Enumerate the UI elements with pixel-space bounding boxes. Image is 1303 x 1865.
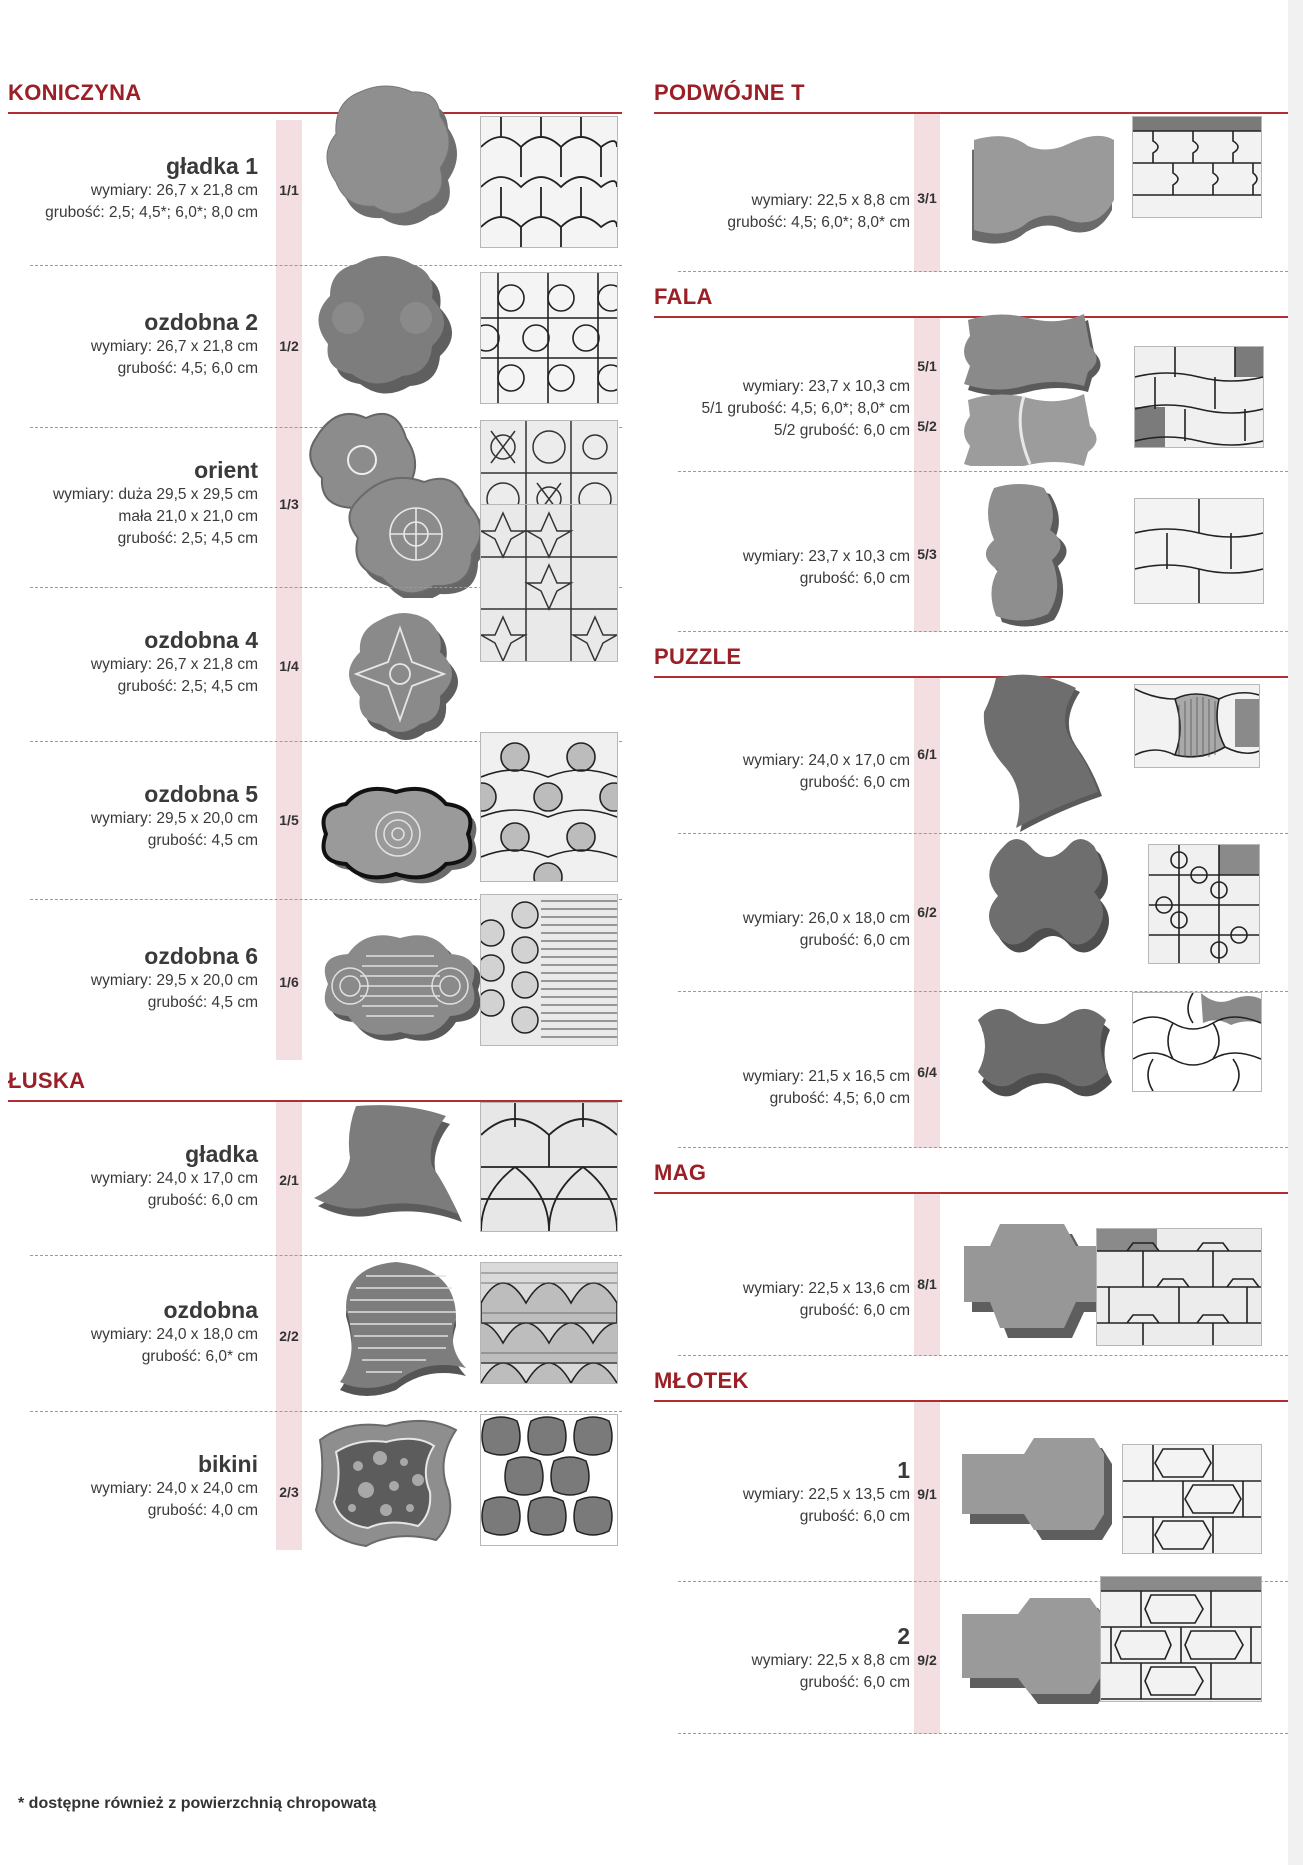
wave-paver-icon: [958, 306, 1118, 466]
product-code: 9/1: [917, 1486, 937, 1502]
product-text: [743, 546, 910, 590]
product-thickness: grubość: 6,0 cm: [799, 1302, 910, 1319]
product-dimensions: wymiary: 26,7 x 21,8 cm: [90, 656, 258, 673]
item-separator: [678, 1146, 1288, 1148]
product-name: ozdobna 5: [144, 781, 258, 807]
product-code: 1/4: [279, 658, 299, 674]
product-code: 1/5: [279, 812, 299, 828]
code-band: [276, 1412, 302, 1550]
product-dimensions: wymiary: 23,7 x 10,3 cm: [742, 548, 910, 565]
product-dimensions: wymiary: 26,0 x 18,0 cm: [742, 910, 910, 927]
product-luska-ozdobna: [0, 1256, 622, 1412]
product-thickness: grubość: 2,5; 4,5*; 6,0*; 8,0 cm: [45, 204, 258, 221]
puzzle-bow-pattern-icon: [1132, 992, 1262, 1092]
product-text: [743, 1456, 910, 1528]
double-t-paver-icon: [968, 130, 1118, 250]
product-text: [91, 780, 258, 852]
product-thickness: grubość: 4,5 cm: [147, 994, 258, 1011]
product-dimensions: wymiary: 24,0 x 24,0 cm: [90, 1480, 258, 1497]
product-thickness: grubość: 4,5 cm: [147, 832, 258, 849]
product-puzzle-6-4: [648, 992, 1288, 1148]
product-code: 9/2: [917, 1652, 937, 1668]
product-dimensions: wymiary: 22,5 x 8,8 cm: [751, 192, 910, 209]
product-code: 2/3: [279, 1484, 299, 1500]
product-thickness: grubość: 6,0* cm: [141, 1348, 258, 1365]
section-title: MAG: [654, 1160, 707, 1185]
item-separator: [678, 270, 1288, 272]
product-thickness: grubość: 4,0 cm: [147, 1502, 258, 1519]
product-thickness: grubość: 6,0 cm: [799, 932, 910, 949]
product-text: [91, 308, 258, 380]
product-code: 1/1: [279, 182, 299, 198]
product-koniczyna-gladka-1: [0, 120, 622, 266]
section-title: PUZZLE: [654, 644, 742, 669]
product-text: [45, 152, 258, 224]
product-name: ozdobna 2: [144, 309, 258, 335]
product-text: [91, 1140, 258, 1212]
product-text: [701, 376, 910, 442]
product-thickness-5-1: 5/1 grubość: 4,5; 6,0*; 8,0* cm: [701, 400, 910, 417]
hammer-2-pattern-icon: [1100, 1576, 1262, 1702]
footnote-rough-surface: * dostępne również z powierzchnią chropowatą: [18, 1795, 377, 1812]
puzzle-clover-pattern-icon: [1148, 844, 1260, 964]
product-text: [743, 750, 910, 794]
product-luska-bikini: [0, 1412, 622, 1550]
product-name: ozdobna 4: [144, 627, 258, 653]
product-name: gładka: [185, 1141, 258, 1167]
product-text: [91, 942, 258, 1014]
product-code: 3/1: [917, 190, 937, 206]
section-title: KONICZYNA: [8, 80, 142, 105]
product-thickness: grubość: 6,0 cm: [799, 774, 910, 791]
product-thickness: grubość: 2,5; 4,5 cm: [117, 530, 258, 547]
scale-pattern-icon: [480, 1102, 618, 1232]
hammer-pattern-icon: [1122, 1444, 1262, 1554]
product-text: [752, 1622, 911, 1694]
clover-decor-paver-icon: [340, 608, 470, 748]
product-name: orient: [194, 457, 258, 483]
wave-pattern-icon: [1134, 346, 1264, 448]
product-thickness: grubość: 6,0 cm: [799, 1508, 910, 1525]
double-t-pattern-icon: [1132, 116, 1262, 218]
scale-paver-icon: [306, 1102, 466, 1232]
clover-oval-paver-icon: [316, 778, 486, 888]
product-mag: [648, 1194, 1288, 1356]
product-code: 6/2: [917, 904, 937, 920]
product-koniczyna-ozdobna-5: [0, 742, 622, 900]
product-code: 1/6: [279, 974, 299, 990]
product-podwojne-t: [648, 114, 1288, 272]
product-text: [727, 190, 910, 234]
product-code: 2/1: [279, 1172, 299, 1188]
product-text: [53, 456, 258, 550]
product-fala-5-3: [648, 472, 1288, 632]
code-band: [914, 1194, 940, 1356]
orient-paver-icon: [306, 398, 496, 598]
product-code-5-2: 5/2: [917, 418, 937, 434]
product-name: ozdobna: [163, 1297, 258, 1323]
mag-pattern-icon: [1096, 1228, 1262, 1346]
product-name: 2: [897, 1623, 910, 1649]
product-thickness: grubość: 4,5; 6,0 cm: [769, 1090, 910, 1107]
product-thickness: grubość: 6,0 cm: [799, 1674, 910, 1691]
wave-vertical-paver-icon: [974, 480, 1084, 630]
product-text: [91, 1296, 258, 1368]
item-separator: [678, 1732, 1288, 1734]
clover-stripe-paver-icon: [316, 922, 486, 1052]
product-thickness-5-2: 5/2 grubość: 6,0 cm: [773, 422, 910, 439]
product-name: bikini: [197, 1451, 258, 1477]
product-size-small: mała 21,0 x 21,0 cm: [118, 508, 258, 525]
product-code: 1/3: [279, 496, 299, 512]
clover-stripe-pattern-icon: [480, 894, 618, 1046]
scan-edge-stripe: [1288, 0, 1303, 1865]
product-text: [743, 908, 910, 952]
product-dimensions: wymiary: 24,0 x 18,0 cm: [90, 1326, 258, 1343]
product-name: ozdobna 6: [144, 943, 258, 969]
product-dimensions: wymiary: 22,5 x 13,5 cm: [742, 1486, 910, 1503]
product-thickness: grubość: 6,0 cm: [799, 570, 910, 587]
clover-decor-pattern-icon: [480, 504, 618, 662]
product-thickness: grubość: 4,5; 6,0 cm: [117, 360, 258, 377]
product-code: 2/2: [279, 1328, 299, 1344]
puzzle-paver-icon: [976, 672, 1106, 832]
hammer-paver-icon: [958, 1436, 1128, 1546]
product-dimensions: wymiary: 29,5 x 20,0 cm: [90, 810, 258, 827]
clover-decor-pattern-icon: [480, 272, 618, 404]
product-name: gładka 1: [165, 153, 258, 179]
product-code: 1/2: [279, 338, 299, 354]
product-dimensions: wymiary: 24,0 x 17,0 cm: [742, 752, 910, 769]
bikini-paver-icon: [306, 1410, 466, 1550]
product-dimensions: wymiary: 21,5 x 16,5 cm: [742, 1068, 910, 1085]
product-mlotek-2: [648, 1582, 1288, 1734]
product-code: 6/1: [917, 746, 937, 762]
bikini-pattern-icon: [480, 1414, 618, 1546]
product-dimensions: wymiary: 29,5 x 20,0 cm: [90, 972, 258, 989]
product-code: 8/1: [917, 1276, 937, 1292]
section-title: FALA: [654, 284, 713, 309]
puzzle-pattern-icon: [1134, 684, 1260, 768]
product-text: [91, 626, 258, 698]
item-separator: [678, 1354, 1288, 1356]
product-thickness: grubość: 6,0 cm: [147, 1192, 258, 1209]
product-dimensions: wymiary: 22,5 x 8,8 cm: [751, 1652, 910, 1669]
section-title: MŁOTEK: [654, 1368, 749, 1393]
product-thickness: grubość: 4,5; 6,0*; 8,0* cm: [727, 214, 910, 231]
product-puzzle-6-1: [648, 678, 1288, 834]
product-code: 5/3: [917, 546, 937, 562]
product-dimensions: wymiary: 24,0 x 17,0 cm: [90, 1170, 258, 1187]
product-thickness: grubość: 2,5; 4,5 cm: [117, 678, 258, 695]
product-mlotek-1: [648, 1402, 1288, 1582]
scale-decor-paver-icon: [306, 1258, 466, 1398]
product-text: [743, 1066, 910, 1110]
item-separator: [678, 630, 1288, 632]
product-code: 6/4: [917, 1064, 937, 1080]
product-dimensions: wymiary: 22,5 x 13,6 cm: [742, 1280, 910, 1297]
product-koniczyna-ozdobna-4: [0, 588, 622, 742]
clover-oval-pattern-icon: [480, 732, 618, 882]
product-luska-gladka: [0, 1102, 622, 1256]
clover-pattern-icon: [480, 116, 618, 248]
clover-paver-icon: [306, 246, 466, 406]
product-code-5-1: 5/1: [917, 358, 937, 374]
section-title: PODWÓJNE T: [654, 80, 805, 105]
product-name: 1: [897, 1457, 910, 1483]
scale-decor-pattern-icon: [480, 1262, 618, 1384]
product-puzzle-6-2: [648, 834, 1288, 992]
section-title: ŁUSKA: [8, 1068, 86, 1093]
puzzle-clover-paver-icon: [968, 832, 1118, 962]
product-text: [743, 1278, 910, 1322]
product-dimensions: wymiary: duża 29,5 x 29,5 cm: [52, 486, 258, 503]
product-dimensions: wymiary: 26,7 x 21,8 cm: [90, 182, 258, 199]
clover-paver-icon: [306, 82, 466, 252]
puzzle-bow-paver-icon: [968, 996, 1118, 1116]
product-koniczyna-ozdobna-6: [0, 900, 622, 1060]
wave-stretcher-pattern-icon: [1134, 498, 1264, 604]
product-dimensions: wymiary: 23,7 x 10,3 cm: [742, 378, 910, 395]
product-dimensions: wymiary: 26,7 x 21,8 cm: [90, 338, 258, 355]
product-fala-5-1-5-2: [648, 318, 1288, 472]
code-band: [914, 318, 940, 472]
product-text: [91, 1450, 258, 1522]
